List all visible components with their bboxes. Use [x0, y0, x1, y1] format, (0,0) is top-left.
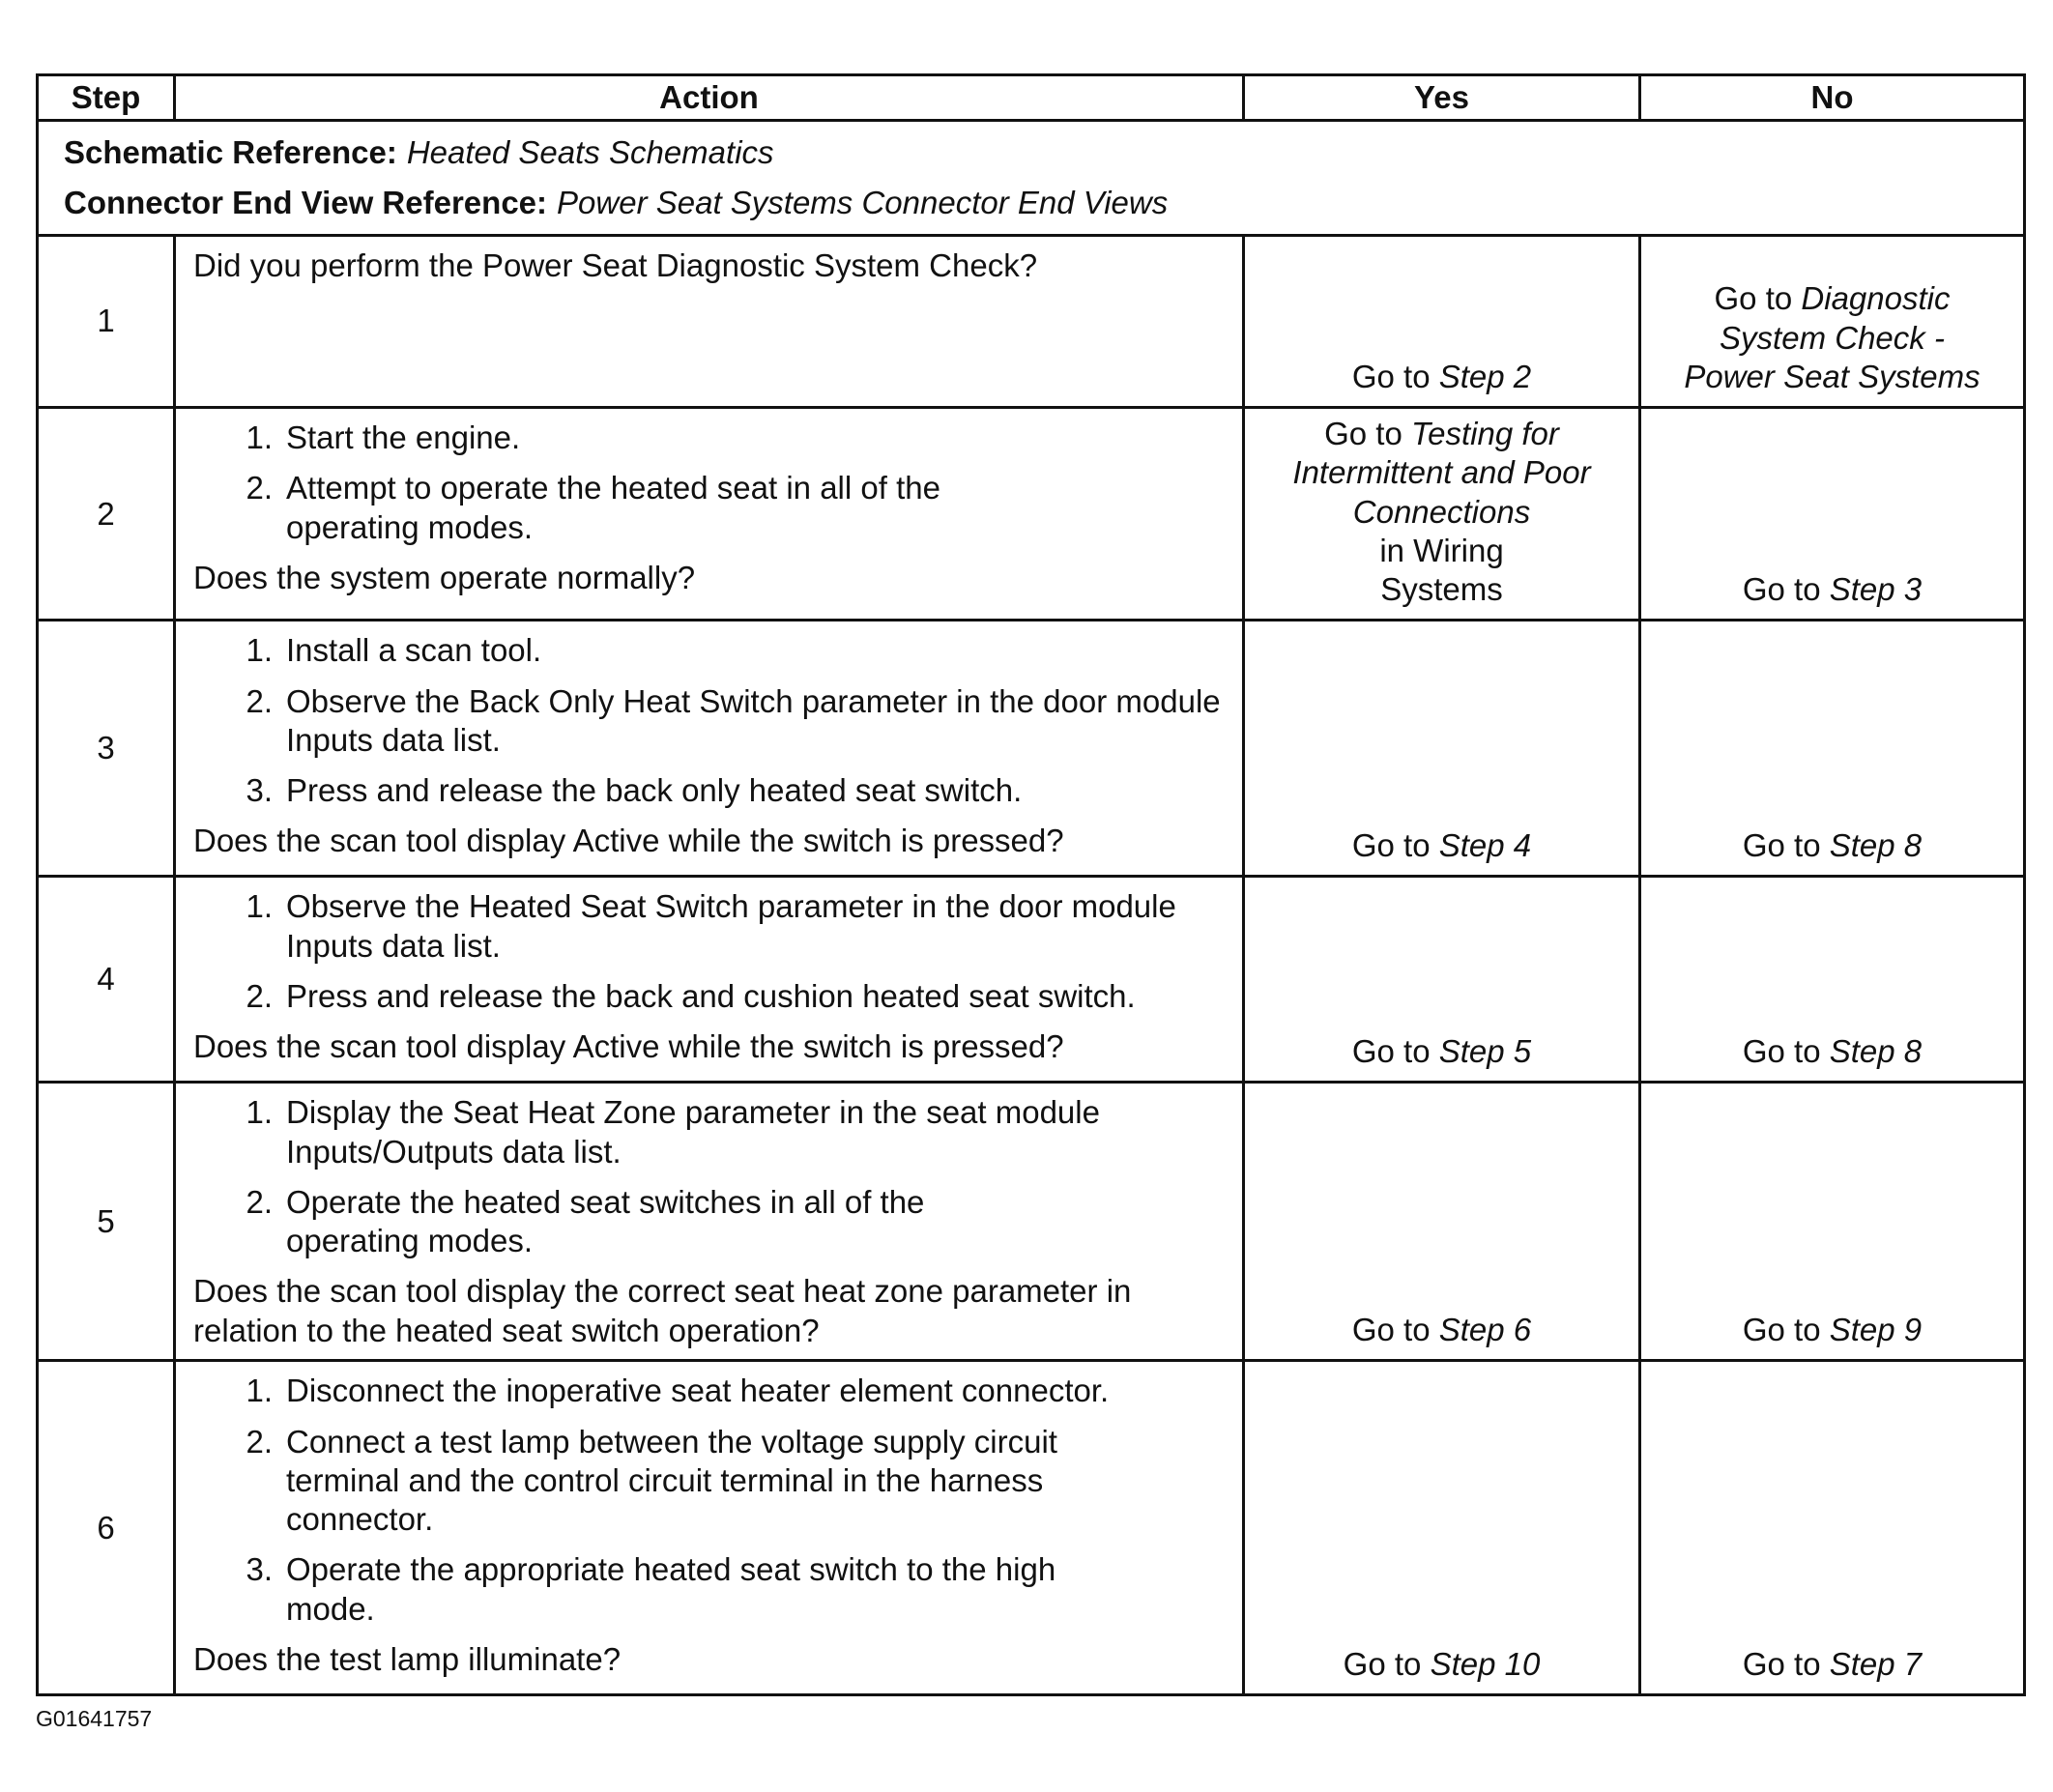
yes-link[interactable]: Step 10: [1430, 1646, 1541, 1682]
yes-link[interactable]: Connections: [1352, 493, 1531, 530]
yes-cell: [1244, 408, 1640, 621]
table-row: [38, 236, 2025, 408]
action-item: 1. Install a scan tool.: [246, 632, 542, 669]
action-item: 2. Press and release the back and cushion heated seat switch.: [246, 977, 1136, 1014]
yes-prefix: Go to: [1343, 1646, 1422, 1682]
action-cell: [175, 1083, 1244, 1361]
action-item: 2. Attempt to operate the heated seat in all of the operating modes.: [246, 470, 940, 545]
header-no: No: [1640, 75, 2025, 121]
table-row: [38, 408, 2025, 621]
action-cell: [175, 408, 1244, 621]
action-item: 1. Start the engine.: [246, 419, 521, 455]
action-item: 2. Operate the heated seat switches in all of the operating modes.: [246, 1183, 925, 1258]
no-cell: [1640, 621, 2025, 877]
no-cell: [1640, 1361, 2025, 1695]
no-prefix: Go to: [1742, 1646, 1821, 1682]
table-row: [38, 621, 2025, 877]
action-question: Did you perform the Power Seat Diagnostic System Check?: [193, 247, 1038, 283]
yes-prefix: Go to: [1351, 1033, 1431, 1069]
table-header-row: [38, 75, 2025, 121]
yes-link[interactable]: Intermittent and Poor: [1292, 454, 1591, 491]
action-item: 3. Operate the appropriate heated seat switch to the high mode.: [246, 1551, 1056, 1627]
action-item: 2. Observe the Back Only Heat Switch parameter in the door module Inputs data list.: [246, 682, 1221, 758]
header-step: Step: [38, 75, 175, 121]
action-item: 1. Disconnect the inoperative seat heater element connector.: [246, 1373, 1110, 1409]
schematic-reference: [64, 128, 2023, 178]
no-prefix: Go to: [1742, 1033, 1821, 1069]
yes-cell: [1244, 236, 1640, 408]
yes-prefix: Go to: [1351, 1312, 1431, 1347]
action-question: Does the system operate normally?: [193, 559, 696, 595]
step-number: 2: [38, 408, 175, 621]
connector-reference: [64, 178, 2023, 228]
action-question: Does the test lamp illuminate?: [193, 1640, 622, 1677]
no-cell: [1640, 877, 2025, 1083]
no-link[interactable]: Power Seat Systems: [1684, 358, 1981, 394]
figure-id: G01641757: [36, 1706, 153, 1731]
header-yes: Yes: [1244, 75, 1640, 121]
yes-link[interactable]: Step 2: [1438, 358, 1532, 394]
reference-row: [38, 121, 2025, 236]
no-prefix: Go to: [1714, 280, 1793, 317]
diagnostic-table: [36, 73, 2026, 1696]
action-item: 1. Observe the Heated Seat Switch parameter in the door module Inputs data list.: [246, 888, 1176, 964]
yes-cell: [1244, 877, 1640, 1083]
no-prefix: Go to: [1742, 1312, 1821, 1347]
no-link[interactable]: Step 8: [1829, 827, 1923, 863]
action-cell: [175, 236, 1244, 408]
action-item: 3. Press and release the back only heated seat switch.: [246, 772, 1023, 808]
no-prefix: Go to: [1742, 571, 1821, 607]
yes-cell: [1244, 1083, 1640, 1361]
action-cell: [175, 621, 1244, 877]
action-item: 1. Display the Seat Heat Zone parameter in the seat module Inputs/Outputs data list.: [246, 1094, 1100, 1170]
action-cell: [175, 877, 1244, 1083]
step-number: 3: [38, 621, 175, 877]
table-row: [38, 1361, 2025, 1695]
no-link[interactable]: Step 8: [1829, 1033, 1923, 1069]
yes-cell: [1244, 1361, 1640, 1695]
action-item: 2. Connect a test lamp between the voltage supply circuit terminal and the control circuit terminal in the harness connector.: [246, 1423, 1057, 1537]
step-number: 4: [38, 877, 175, 1083]
no-prefix: Go to: [1742, 827, 1821, 863]
no-cell: [1640, 1083, 2025, 1361]
yes-cell: [1244, 621, 1640, 877]
yes-prefix: Go to: [1324, 416, 1402, 451]
yes-prefix: Go to: [1351, 827, 1431, 863]
step-number: 1: [38, 236, 175, 408]
action-question: Does the scan tool display Active while the switch is pressed?: [193, 823, 1064, 859]
yes-link[interactable]: Step 5: [1438, 1033, 1532, 1069]
yes-link[interactable]: Testing for: [1411, 416, 1559, 451]
header-action: Action: [175, 75, 1244, 121]
action-question: Does the scan tool display the correct seat heat zone parameter in relation to the heated seat switch operation?: [193, 1273, 1132, 1348]
no-cell: [1640, 408, 2025, 621]
no-link[interactable]: System Check -: [1720, 319, 1945, 356]
no-link[interactable]: Step 3: [1829, 571, 1923, 607]
step-number: 6: [38, 1361, 175, 1695]
connector-reference-link[interactable]: Power Seat Systems Connector End Views: [557, 184, 1169, 220]
reference-cell: [38, 121, 2025, 236]
connector-reference-label: Connector End View Reference:: [64, 184, 548, 220]
schematic-reference-label: Schematic Reference:: [64, 133, 397, 170]
no-link[interactable]: Step 7: [1829, 1646, 1923, 1682]
action-cell: [175, 1361, 1244, 1695]
yes-prefix: Go to: [1351, 358, 1431, 394]
schematic-reference-link[interactable]: Heated Seats Schematics: [406, 133, 774, 170]
yes-suffix: Systems: [1380, 571, 1503, 607]
table-row: [38, 877, 2025, 1083]
yes-link[interactable]: Step 4: [1438, 827, 1532, 863]
action-question: Does the scan tool display Active while the switch is pressed?: [193, 1028, 1064, 1064]
no-link[interactable]: Step 9: [1829, 1312, 1923, 1347]
step-number: 5: [38, 1083, 175, 1361]
no-cell: [1640, 236, 2025, 408]
no-link[interactable]: Diagnostic: [1801, 280, 1951, 317]
yes-link[interactable]: Step 6: [1438, 1312, 1532, 1347]
table-row: [38, 1083, 2025, 1361]
yes-suffix: in Wiring: [1379, 532, 1504, 568]
